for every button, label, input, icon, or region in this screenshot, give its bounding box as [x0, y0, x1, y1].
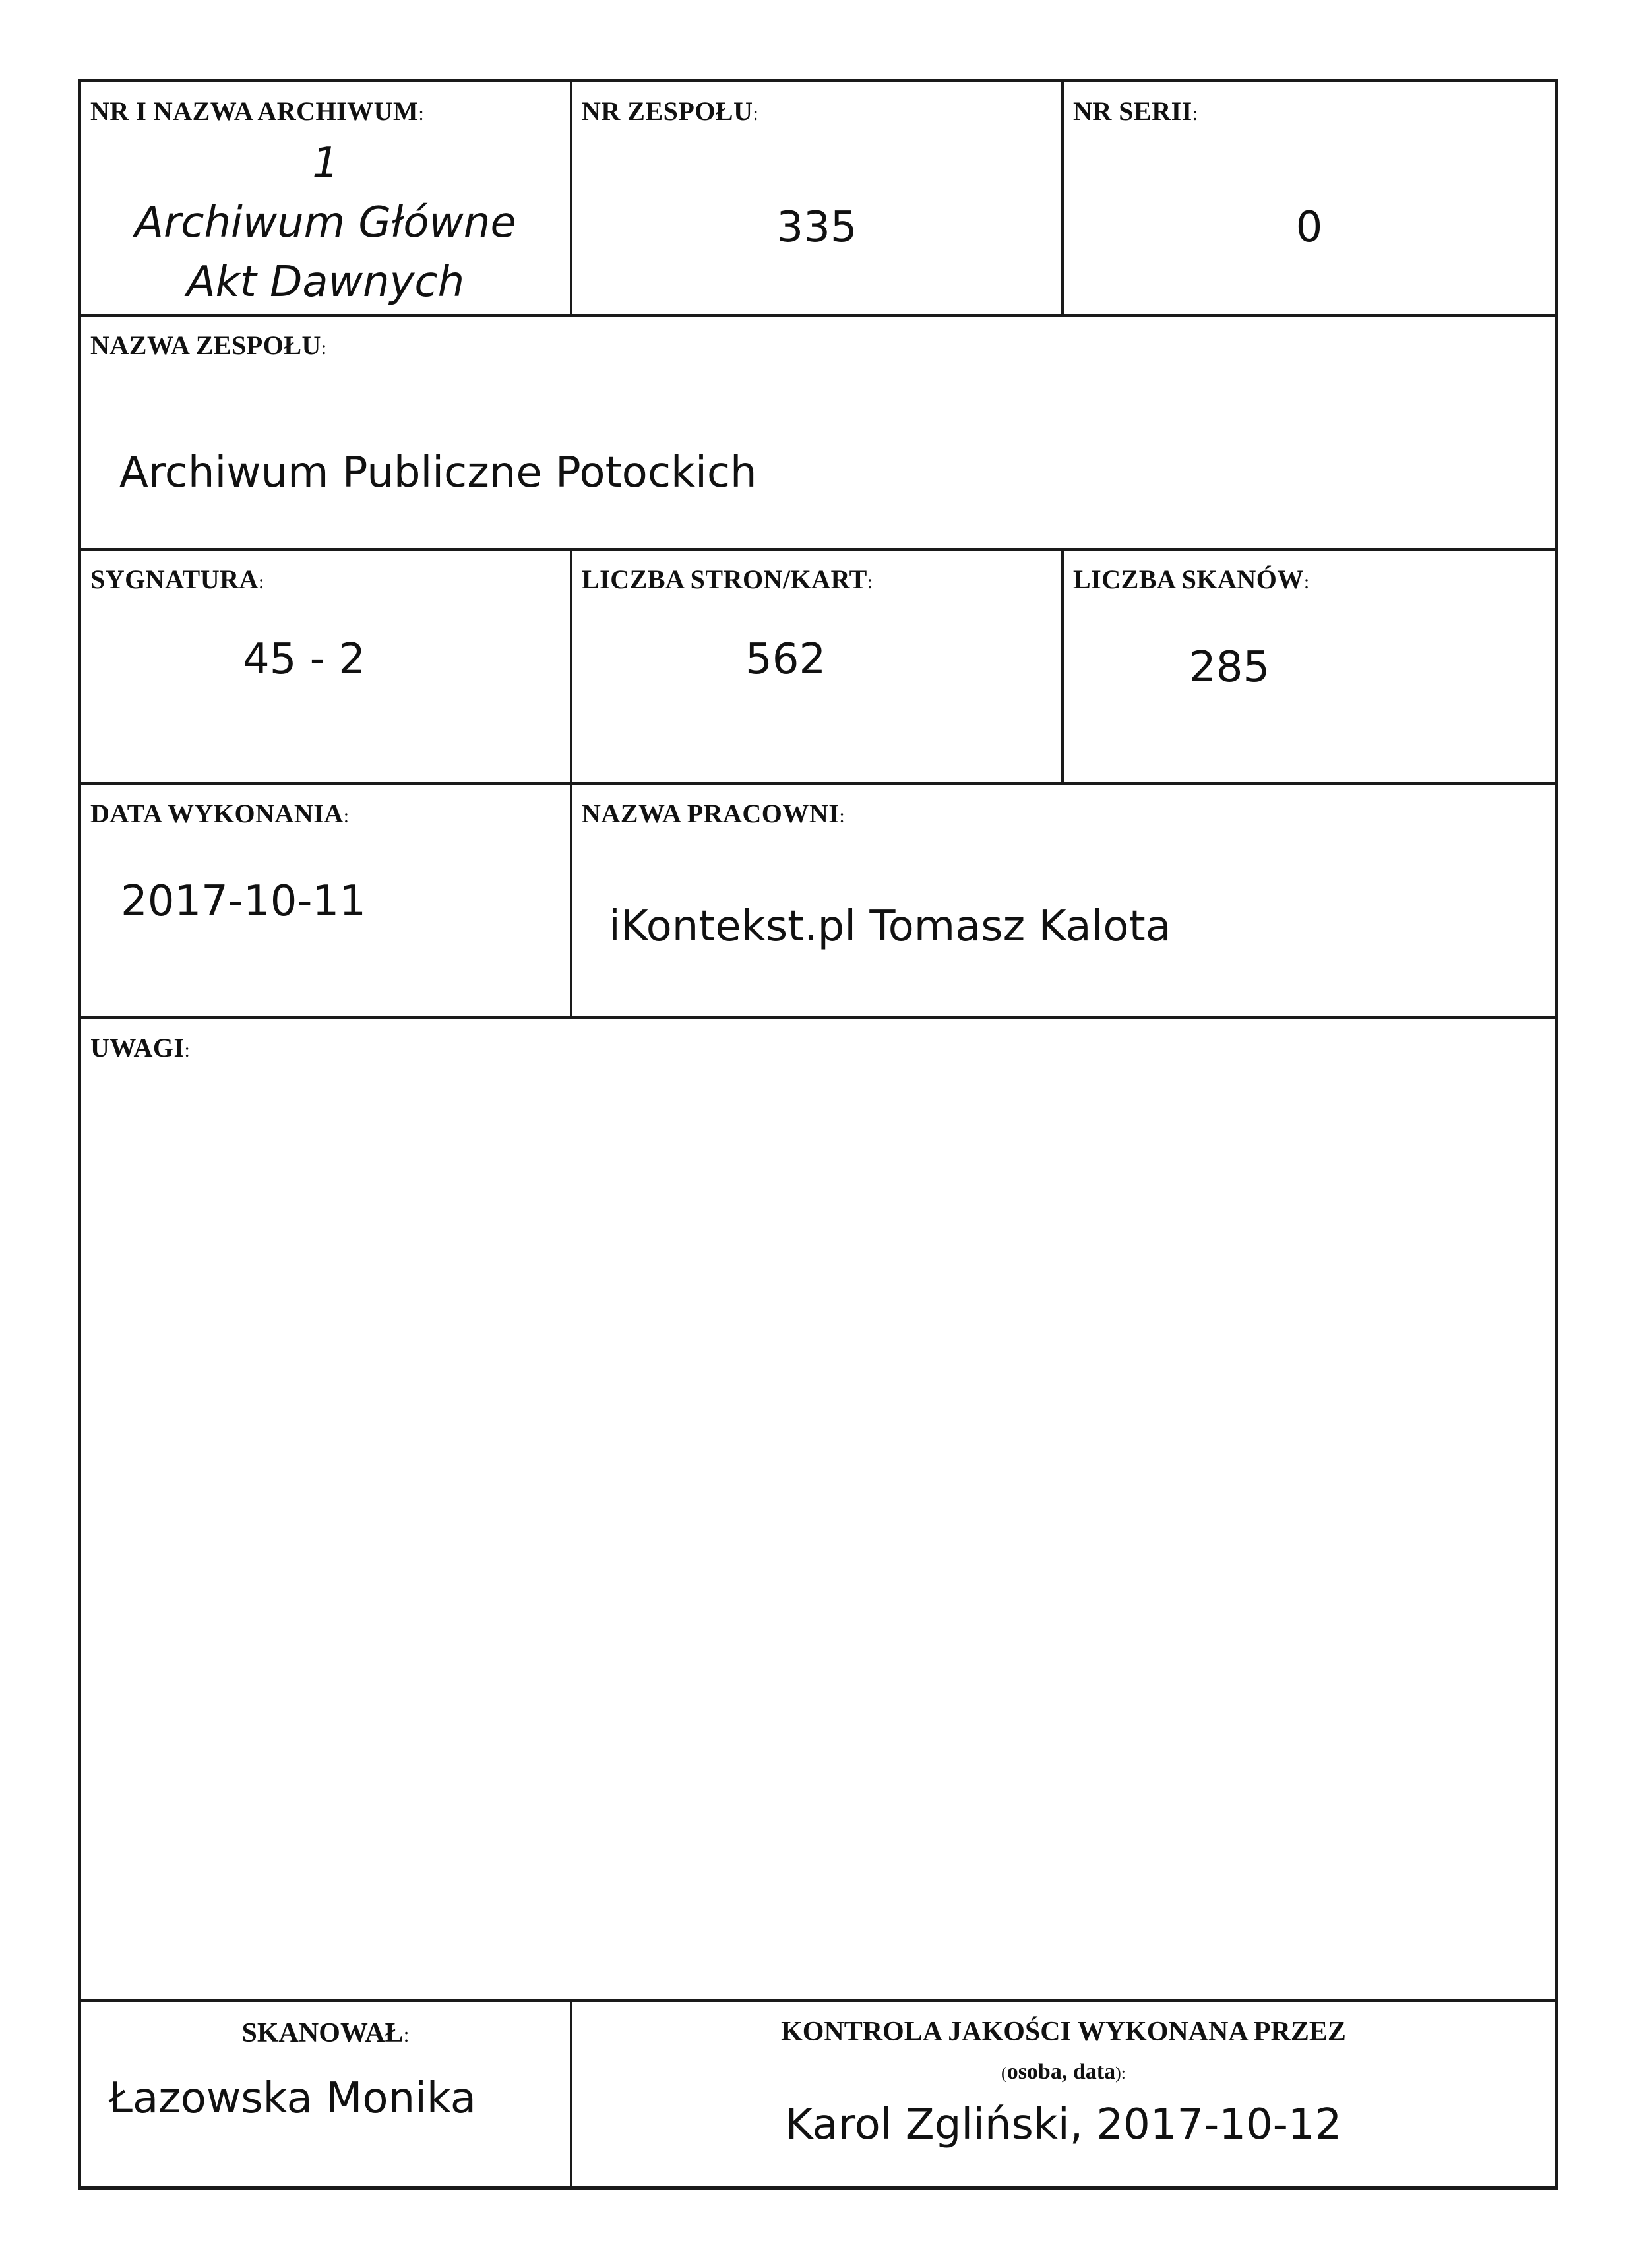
signature-cell — [81, 551, 572, 785]
signature-label: SYGNATURA: — [90, 565, 264, 594]
archive-cell — [81, 82, 572, 317]
scan-count-value: 285 — [1189, 643, 1270, 692]
archive-number: 1 — [312, 139, 339, 188]
page-count-cell — [572, 551, 1064, 785]
date-done-label: DATA WYKONANIA: — [90, 799, 350, 828]
series-number-value: 0 — [1295, 203, 1323, 252]
series-number-label: NR SERII: — [1073, 96, 1198, 126]
scan-count-cell — [1064, 551, 1555, 785]
fonds-number-value: 335 — [776, 203, 857, 252]
quality-control-value: Karol Zgliński, 2017-10-12 — [785, 2100, 1342, 2149]
fonds-number-cell — [572, 82, 1064, 317]
date-done-cell — [81, 785, 572, 1019]
archive-value — [81, 134, 570, 312]
date-done-value: 2017-10-11 — [121, 877, 366, 926]
quality-control-label: KONTROLA JAKOŚCI WYKONANA PRZEZ — [781, 2017, 1346, 2047]
studio-name-cell — [572, 785, 1555, 1019]
scan-count-label: LICZBA SKANÓW: — [1073, 565, 1310, 594]
fonds-name-cell — [81, 317, 1555, 551]
signature-value: 45 - 2 — [243, 635, 365, 684]
scanned-by-value: Łazowska Monika — [109, 2074, 476, 2123]
metadata-form — [78, 79, 1558, 2190]
archive-name-line1: Archiwum Główne — [135, 199, 516, 247]
fonds-name-value: Archiwum Publiczne Potockich — [119, 448, 757, 497]
quality-control-sublabel: (osoba, data): — [1001, 2060, 1126, 2084]
archive-label: NR I NAZWA ARCHIWUM: — [90, 96, 425, 126]
series-number-cell — [1064, 82, 1555, 317]
scanned-by-cell — [81, 2002, 572, 2186]
studio-name-label: NAZWA PRACOWNI: — [582, 799, 846, 828]
page-count-label: LICZBA STRON/KART: — [582, 565, 873, 594]
scanned-by-label: SKANOWAŁ: — [241, 2018, 410, 2048]
archive-name-line2: Akt Dawnych — [186, 258, 465, 307]
quality-control-cell — [572, 2002, 1555, 2186]
fonds-name-label: NAZWA ZESPOŁU: — [90, 330, 327, 360]
notes-cell — [81, 1019, 1555, 2002]
page-count-value: 562 — [745, 635, 826, 684]
studio-name-value: iKontekst.pl Tomasz Kalota — [609, 902, 1171, 951]
fonds-number-label: NR ZESPOŁU: — [582, 96, 759, 126]
notes-label: UWAGI: — [90, 1033, 191, 1062]
